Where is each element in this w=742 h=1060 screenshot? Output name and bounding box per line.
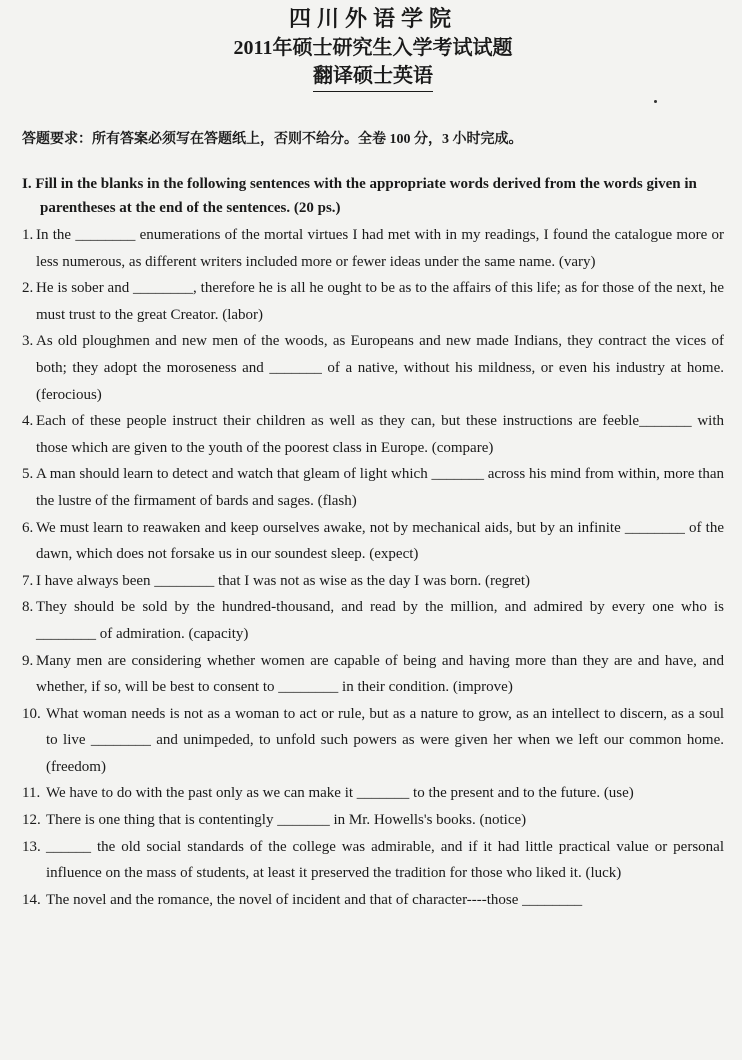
question-number: 8. [22,599,34,616]
question-text: There is one thing that is contentingly _______ in Mr. Howells's books. (notice) [46,812,527,829]
question-item [22,807,724,834]
question-text: What woman needs is not as a woman to act or rule, but as a nature to grow, as an intellect to discern, as a soul to live ________ and unimpeded, to unfold such powers as were given her when we left our common home. (freedom) [46,705,724,775]
question-item [22,408,724,461]
question-text: The novel and the romance, the novel of incident and that of character----those ________ [46,891,583,908]
exam-title: 2011年硕士研究生入学考试试题 [233,37,513,59]
exam-header [22,0,724,92]
question-list [22,222,724,913]
question-item [22,568,724,595]
question-item [22,701,724,781]
question-text: Many men are considering whether women are capable of being and having more than they are and have, and whether, if so, will be best to consent to ________ in their condition. (improve) [36,652,724,696]
question-number: 12. [22,812,41,829]
question-item [22,594,724,647]
question-text: He is sober and ________, therefore he is all he ought to be as to the affairs of this life; as for those of the next, he must trust to the great Creator. (labor) [36,280,724,323]
question-text: They should be sold by the hundred-thousand, and read by the million, and admired by every one who is ________ of admiration. (capacity) [36,599,724,642]
question-number: 5. [22,466,34,483]
question-text: We have to do with the past only as we can make it _______ to the present and to the future. (use) [46,785,634,802]
question-number: 2. [22,280,34,297]
question-item [22,515,724,568]
question-item [22,780,724,807]
question-number: 13. [22,838,41,855]
question-number: 4. [22,413,34,430]
question-number: 11. [22,785,41,802]
question-number: 1. [22,227,34,243]
question-text: We must learn to reawaken and keep ourselves awake, not by mechanical aids, but by an infinite ________ of the dawn, which does not forsake us in our soundest sleep. (expect) [36,519,724,563]
question-number: 14. [22,891,41,908]
question-item [22,275,724,328]
question-number: 3. [22,333,34,350]
section-instructions: I. Fill in the blanks in the following sentences with the appropriate words derived from the words given in parentheses at the end of the sentences. (20 ps.) [22,176,697,216]
question-item [22,887,724,914]
question-number: 6. [22,519,34,536]
question-item [22,222,724,275]
question-number: 9. [22,652,34,669]
question-item [22,328,724,408]
question-item [22,648,724,701]
question-text: I have always been ________ that I was not as wise as the day I was born. (regret) [36,572,531,589]
question-text: ______ the old social standards of the college was admirable, and if it had little practical value or personal influence on the mass of students, at least it preserved the tradition for those who liked it. (luck) [46,838,724,882]
answer-requirements: 答题要求：所有答案必须写在答题纸上，否则不给分。全卷 100 分，3 小时完成。 [22,132,523,147]
question-text: Each of these people instruct their children as well as they can, but these instructions are feeble_______ with those which are given to the youth of the poorest class in Europe. (compare) [36,413,724,456]
question-text: As old ploughmen and new men of the woods, as Europeans and new made Indians, they contract the vices of both; they adopt the moroseness and _______ of a native, without his mildness, or even his industry at home. (ferocious) [36,333,724,403]
question-text: A man should learn to detect and watch that gleam of light which _______ across his mind from within, more than the lustre of the firmament of bards and sages. (flash) [36,466,724,509]
question-text: In the ________ enumerations of the mortal virtues I had met with in my readings, I found the catalogue more or less numerous, as different writers included more or fewer ideas under the same name. (vary) [36,227,724,270]
scan-speck [654,100,657,103]
subject-title: 翻译硕士英语 [313,62,433,92]
question-item [22,461,724,514]
question-number: 7. [22,572,34,589]
school-name: 四川外语学院 [288,6,457,31]
question-number: 10. [22,705,41,722]
question-item [22,834,724,887]
